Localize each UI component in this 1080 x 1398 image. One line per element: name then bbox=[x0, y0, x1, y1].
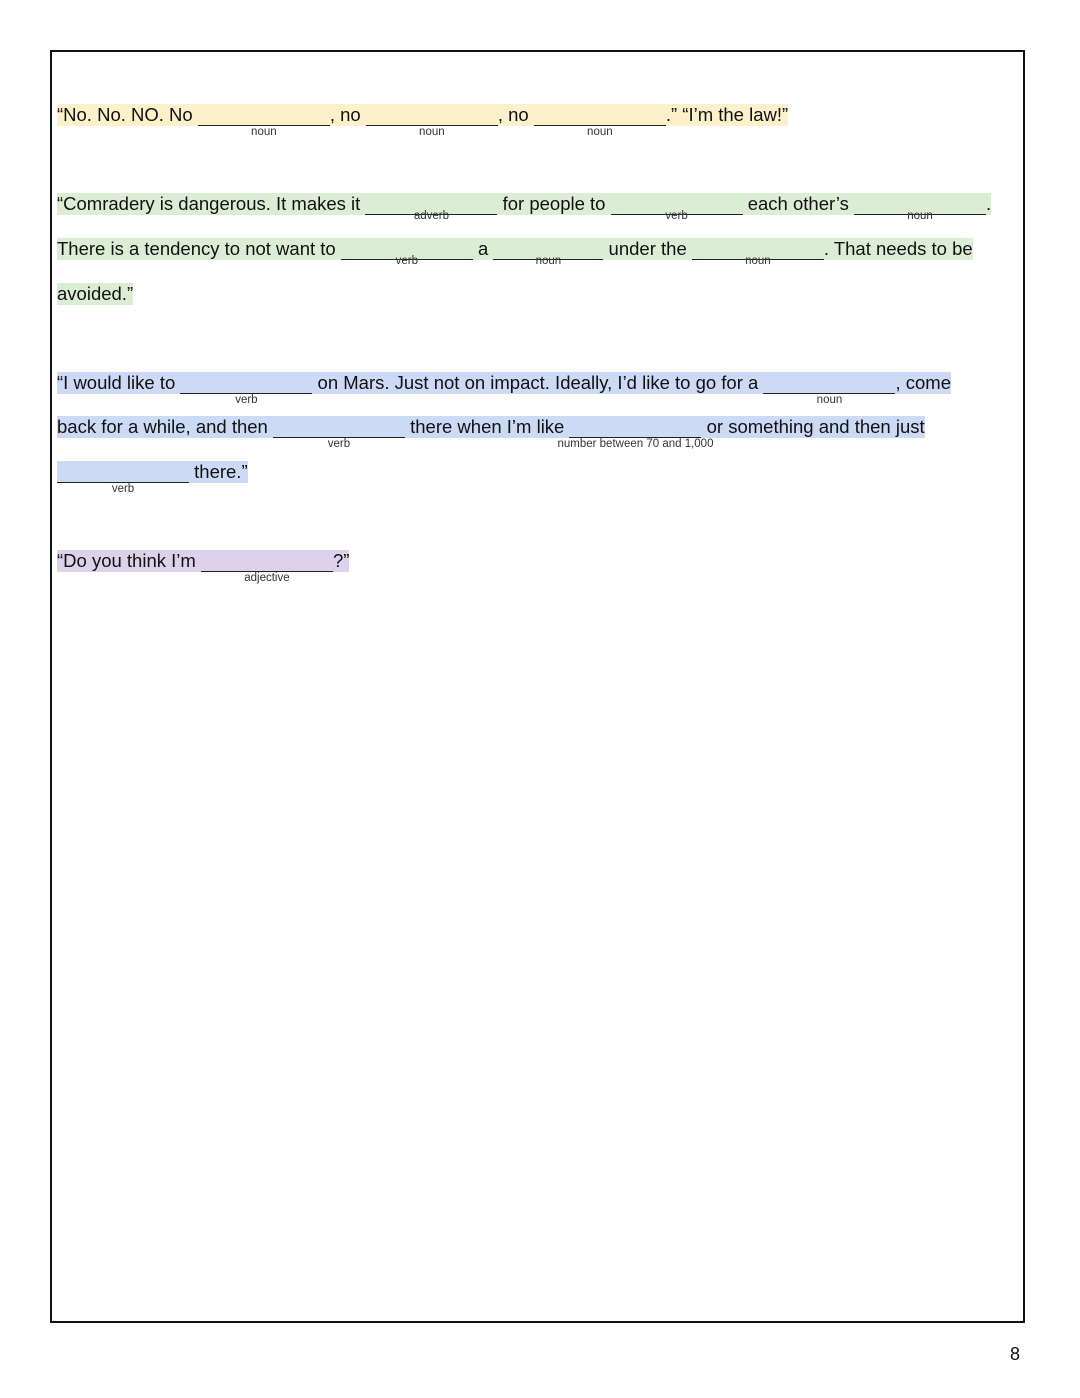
passage-3-line-1 bbox=[57, 372, 951, 406]
text-segment: a bbox=[472, 238, 494, 259]
text-segment: each other’s bbox=[742, 193, 855, 214]
hint-label: verb bbox=[665, 210, 688, 222]
hint-label: noun bbox=[907, 210, 933, 222]
page-number: 8 bbox=[1010, 1344, 1021, 1364]
text-segment: . bbox=[986, 193, 992, 214]
hint-label: noun bbox=[816, 394, 843, 406]
hint-label: noun bbox=[419, 126, 445, 138]
passage-4-line-1 bbox=[57, 550, 350, 584]
passage-2-line-3 bbox=[57, 283, 133, 305]
passage-1-line-1 bbox=[57, 104, 789, 138]
blank-noun-3[interactable] bbox=[534, 104, 666, 138]
blank-adverb[interactable] bbox=[365, 193, 497, 222]
hint-label: adjective bbox=[244, 572, 290, 584]
passage-3-line-2 bbox=[57, 416, 925, 450]
blank-verb[interactable] bbox=[57, 461, 189, 495]
hint-label: verb bbox=[111, 483, 135, 495]
text-segment: .” “I’m the law!” bbox=[665, 104, 789, 125]
text-segment: “I would like to bbox=[57, 372, 181, 393]
hint-label: number between 70 and 1,000 bbox=[557, 438, 714, 450]
text-segment: , no bbox=[329, 104, 366, 125]
text-segment: There is a tendency to not want to bbox=[57, 238, 341, 259]
hint-label: noun bbox=[587, 126, 613, 138]
blank-verb[interactable] bbox=[611, 193, 743, 222]
passage-3-line-3 bbox=[57, 461, 248, 495]
blank-noun-2[interactable] bbox=[366, 104, 498, 138]
text-segment: there.” bbox=[189, 461, 248, 482]
hint-label: noun bbox=[745, 255, 771, 267]
blank-noun[interactable] bbox=[763, 372, 895, 406]
hint-label: adverb bbox=[413, 210, 450, 222]
blank-noun-1[interactable] bbox=[198, 104, 330, 138]
text-segment: , no bbox=[497, 104, 534, 125]
text-segment: for people to bbox=[497, 193, 611, 214]
blank-noun[interactable] bbox=[493, 238, 603, 267]
text-segment: avoided.” bbox=[57, 283, 134, 304]
text-segment: under the bbox=[603, 238, 692, 259]
hint-label: noun bbox=[251, 126, 277, 138]
text-segment: back for a while, and then bbox=[57, 416, 273, 437]
passage-2-line-1 bbox=[57, 193, 992, 222]
text-segment: on Mars. Just not on impact. Ideally, I’d like to go for a bbox=[312, 372, 764, 393]
hint-label: noun bbox=[535, 255, 562, 267]
text-segment: , come bbox=[895, 372, 951, 393]
hint-label: verb bbox=[235, 394, 258, 406]
blank-verb[interactable] bbox=[180, 372, 312, 406]
passage-2-line-2 bbox=[57, 238, 973, 267]
blank-noun[interactable] bbox=[854, 193, 986, 222]
blank-verb[interactable] bbox=[341, 238, 473, 267]
text-segment: ?” bbox=[332, 550, 350, 571]
blank-number[interactable] bbox=[557, 416, 714, 450]
text-segment: or something and then just bbox=[701, 416, 925, 437]
hint-label: verb bbox=[327, 438, 351, 450]
blank-adjective[interactable] bbox=[201, 550, 333, 584]
text-segment: “Do you think I’m bbox=[57, 550, 201, 571]
text-segment: . That needs to be bbox=[823, 238, 973, 259]
blank-verb[interactable] bbox=[273, 416, 405, 450]
text-segment: “Comradery is dangerous. It makes it bbox=[57, 193, 366, 214]
text-segment: there when I’m like bbox=[404, 416, 570, 437]
blank-noun[interactable] bbox=[692, 238, 824, 267]
text-segment: “No. No. NO. No bbox=[57, 104, 198, 125]
hint-label: verb bbox=[395, 255, 419, 267]
